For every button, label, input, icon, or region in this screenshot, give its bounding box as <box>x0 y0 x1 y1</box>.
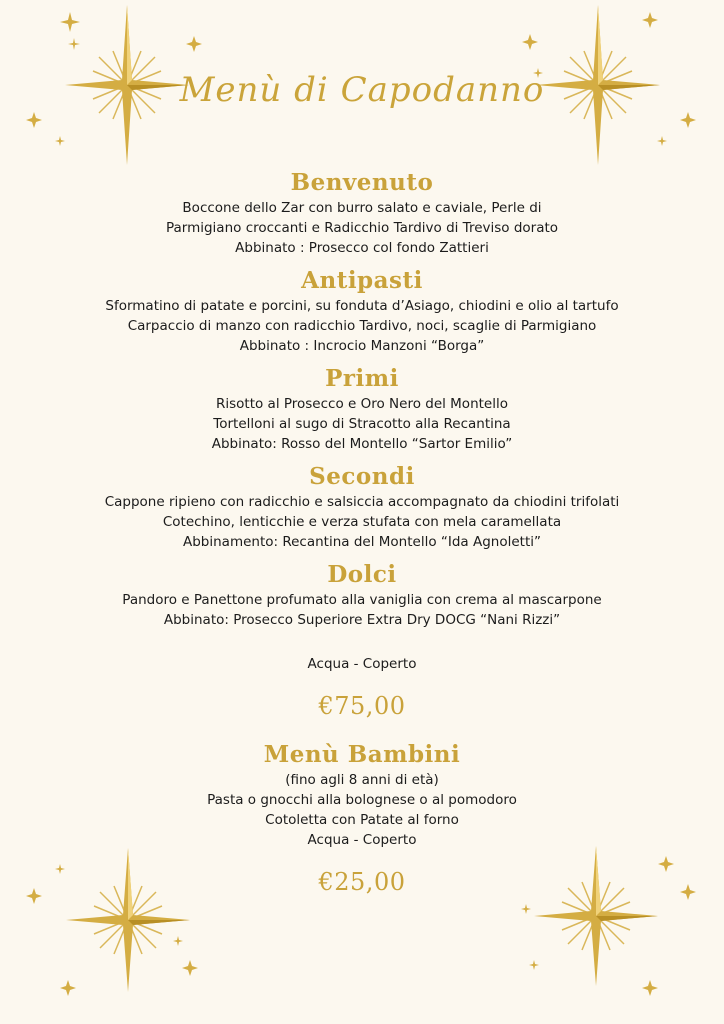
menu-line: Pasta o gnocchi alla bolognese o al pomodoro <box>207 792 517 808</box>
page-title: Menù di Capodanno <box>179 70 545 110</box>
section-kids-menu <box>0 740 724 850</box>
menu-line: Abbinato: Prosecco Superiore Extra Dry DOCG “Nani Rizzi” <box>163 612 561 628</box>
menu-line: Cappone ripieno con radicchio e salsiccia accompagnato da chiodini trifolati <box>104 494 620 510</box>
menu-content <box>0 168 724 896</box>
menu-line: Abbinato : Incrocio Manzoni “Borga” <box>239 338 485 354</box>
section-heading: Benvenuto <box>290 169 434 196</box>
menu-line: Risotto al Prosecco e Oro Nero del Montello <box>215 396 508 412</box>
extras-text: Acqua - Coperto <box>307 656 417 672</box>
section-benvenuto <box>0 168 724 258</box>
menu-line: (fino agli 8 anni di età) <box>285 772 439 788</box>
section-antipasti <box>0 266 724 356</box>
section-dolci <box>0 560 724 630</box>
kids-price-label: €25,00 <box>318 868 406 896</box>
menu-line: Acqua - Coperto <box>307 832 417 848</box>
menu-line: Abbinato : Prosecco col fondo Zattieri <box>235 240 489 256</box>
section-heading: Primi <box>325 365 399 392</box>
section-heading: Dolci <box>327 561 397 588</box>
menu-line: Carpaccio di manzo con radicchio Tardivo, noci, scaglie di Parmigiano <box>127 318 597 334</box>
menu-line: Abbinamento: Recantina del Montello “Ida Agnoletti” <box>182 534 541 550</box>
menu-line: Boccone dello Zar con burro salato e caviale, Perle di <box>182 200 542 216</box>
menu-line: Cotoletta con Patate al forno <box>265 812 459 828</box>
section-primi <box>0 364 724 454</box>
section-heading: Menù Bambini <box>263 741 461 768</box>
menu-line: Abbinato: Rosso del Montello “Sartor Emilio” <box>211 436 513 452</box>
section-secondi <box>0 462 724 552</box>
menu-line: Parmigiano croccanti e Radicchio Tardivo di Treviso dorato <box>165 220 559 236</box>
price-label: €75,00 <box>318 692 406 720</box>
section-heading: Secondi <box>309 463 415 490</box>
menu-line: Pandoro e Panettone profumato alla vaniglia con crema al mascarpone <box>122 592 602 608</box>
section-heading: Antipasti <box>301 267 423 294</box>
menu-line: Cotechino, lenticchie e verza stufata con mela caramellata <box>162 514 562 530</box>
menu-line: Sformatino di patate e porcini, su fonduta d’Asiago, chiodini e olio al tartufo <box>105 298 619 314</box>
menu-line: Tortelloni al sugo di Stracotto alla Recantina <box>213 416 511 432</box>
